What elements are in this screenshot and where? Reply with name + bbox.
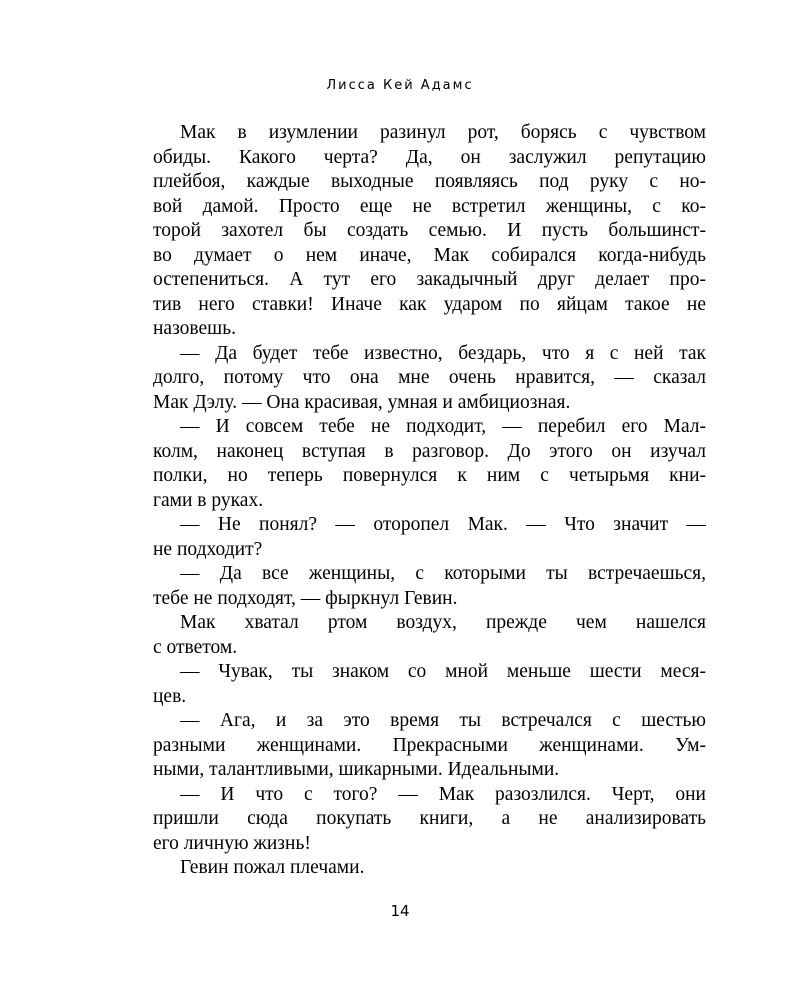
- text-line: — Ага, и за это время ты встречался с шестью: [180, 710, 706, 731]
- text-line: Мак в изумлении разинул рот, борясь с чувством: [180, 122, 706, 143]
- body-text: [153, 121, 706, 881]
- text-line: Гевин пожал плечами.: [180, 857, 365, 878]
- text-line: не подходит?: [153, 538, 263, 560]
- text-line: гами в руках.: [153, 489, 264, 511]
- text-line: Мак Дэлу. — Она красивая, умная и амбициозная.: [153, 391, 571, 413]
- text-line: тив него ставки! Иначе как ударом по яйцам такое не: [153, 293, 706, 315]
- text-line: Мак хватал ртом воздух, прежде чем нашелся: [180, 612, 706, 633]
- text-line: — Да будет тебе известно, бездарь, что я с ней так: [180, 342, 706, 364]
- text-line: его личную жизнь!: [153, 832, 311, 854]
- text-line: разными женщинами. Прекрасными женщинами. Ум-: [153, 734, 706, 756]
- text-line: назовешь.: [153, 318, 236, 339]
- text-line: обиды. Какого черта? Да, он заслужил репутацию: [153, 146, 706, 168]
- text-line: остепениться. А тут его закадычный друг делает про-: [153, 269, 706, 290]
- page-number: 14: [390, 902, 410, 920]
- text-line: — И что с того? — Мак разозлился. Черт, они: [180, 783, 706, 805]
- text-line: — Чувак, ты знаком со мной меньше шести меся-: [180, 661, 706, 682]
- text-line: — Да все женщины, с которыми ты встречаешься,: [180, 563, 706, 584]
- text-line: плейбоя, каждые выходные появляясь под руку с но-: [153, 171, 706, 192]
- running-header: Лисса Кей Адамс: [326, 78, 474, 93]
- text-line: цев.: [153, 685, 187, 707]
- text-line: — И совсем тебе не подходит, — перебил его Мал-: [180, 416, 706, 437]
- text-line: ными, талантливыми, шикарными. Идеальными.: [153, 759, 560, 780]
- text-line: во думает о нем иначе, Мак собирался когда-нибудь: [153, 244, 706, 266]
- text-line: колм, наконец вступая в разговор. До этого он изучал: [153, 440, 706, 462]
- text-line: полки, но теперь повернулся к ним с четырьмя кни-: [153, 465, 706, 486]
- text-line: вой дамой. Просто еще не встретил женщины, с ко-: [153, 195, 706, 217]
- text-line: — Не понял? — оторопел Мак. — Что значит —: [180, 514, 706, 535]
- text-line: торой захотел бы создать семью. И пусть большинст-: [153, 220, 706, 241]
- text-line: пришли сюда покупать книги, а не анализировать: [153, 808, 706, 829]
- text-line: долго, потому что она мне очень нравится, — сказал: [153, 367, 706, 388]
- text-line: с ответом.: [153, 636, 238, 658]
- text-line: тебе не подходят, — фыркнул Гевин.: [153, 587, 458, 609]
